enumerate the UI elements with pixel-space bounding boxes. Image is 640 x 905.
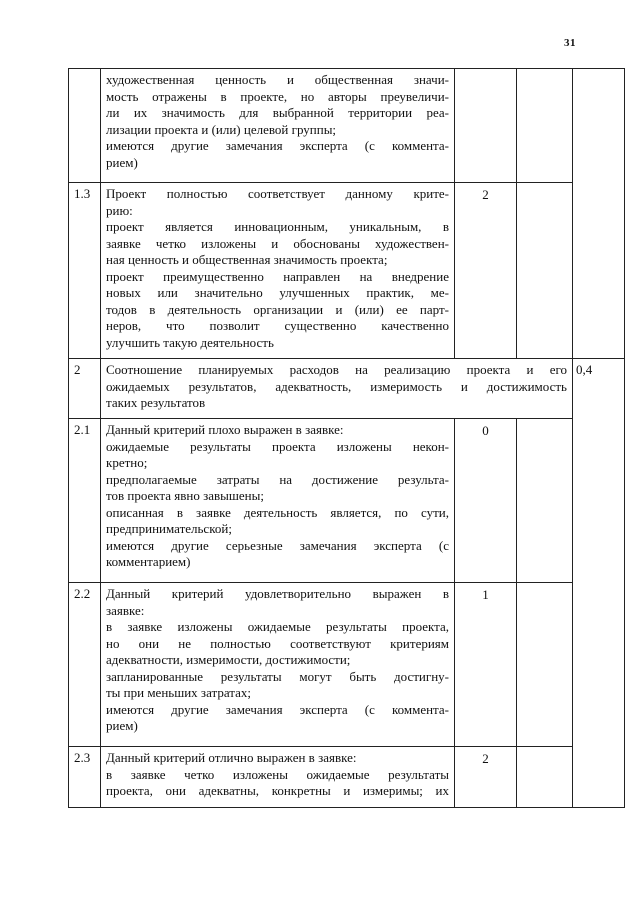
criterion-score: 1 — [455, 583, 517, 747]
criterion-number: 1.3 — [69, 183, 101, 359]
criterion-score: 0 — [455, 419, 517, 583]
description-line: ты при меньших затратах; — [106, 685, 251, 700]
description-line: имеются другие замечания эксперта (с коммента- — [106, 701, 449, 717]
criterion-description — [101, 583, 455, 747]
description-line: описанная в заявке деятельность является, по сути, — [106, 504, 449, 520]
criterion-score: 2 — [455, 183, 517, 359]
description-line: заявке: — [106, 602, 145, 618]
description-line: проект преимущественно направлен на внедрение — [106, 268, 449, 284]
description-line: рием) — [106, 154, 138, 170]
criterion-description — [101, 747, 455, 808]
description-line: Данный критерий удовлетворительно выражен в — [106, 586, 449, 601]
weight-cell — [573, 419, 625, 583]
description-line: проекта, они адекватны, конкретны и измеримы; их — [106, 783, 449, 798]
criterion-group-title — [101, 359, 573, 419]
description-line: имеются другие замечания эксперта (с коммента- — [106, 138, 449, 153]
description-line: новых или значительно улучшенных практик, ме- — [106, 285, 449, 300]
table-row-2-1 — [69, 419, 625, 583]
description-line: неров, что позволит существенно качественно — [106, 318, 449, 333]
description-line: лизации проекта и (или) целевой группы; — [106, 121, 337, 137]
description-line: имеются другие серьезные замечания эксперта (с — [106, 537, 449, 553]
table-row-1-3 — [69, 183, 625, 359]
description-line: но они не полностью соответствуют критериям — [106, 635, 449, 651]
description-line: запланированные результаты могут быть достигну- — [106, 668, 449, 684]
description-line: в заявке изложены ожидаемые результаты проекта, — [106, 619, 449, 634]
description-line: тов проекта явно завышены; — [106, 488, 264, 503]
description-line: Данный критерий отлично выражен в заявке: — [106, 750, 357, 765]
expert-score-cell — [517, 583, 573, 747]
expert-score-cell — [517, 69, 573, 183]
criterion-description — [101, 419, 455, 583]
criterion-score: 2 — [455, 747, 517, 808]
group-title-line: Соотношение планируемых расходов на реализацию проекта и его — [106, 362, 567, 377]
table-row-2-2 — [69, 583, 625, 747]
description-line: улучшить такую деятельность — [106, 334, 274, 350]
description-line: в заявке четко изложены ожидаемые результаты — [106, 766, 449, 782]
table-row-2-3 — [69, 747, 625, 808]
criterion-score — [455, 69, 517, 183]
criterion-number: 2 — [69, 359, 101, 419]
criterion-number: 2.2 — [69, 583, 101, 747]
expert-score-cell — [517, 419, 573, 583]
description-line: предпринимательской; — [106, 521, 232, 536]
expert-score-cell — [517, 747, 573, 808]
description-line: рием) — [106, 718, 138, 733]
description-line: рию: — [106, 202, 133, 218]
criteria-table — [68, 68, 625, 808]
description-line: Проект полностью соответствует данному крите- — [106, 186, 449, 201]
description-line: адекватности, измеримости, достижимости; — [106, 652, 351, 667]
table-row-2 — [69, 359, 625, 419]
criterion-description — [101, 69, 455, 183]
description-line: ожидаемые результаты проекта изложены некон- — [106, 438, 449, 454]
description-line: проект является инновационным, уникальным, в — [106, 219, 449, 234]
criterion-number: 2.3 — [69, 747, 101, 808]
description-line: ная ценность и общественная значимость проекта; — [106, 252, 388, 267]
criterion-description — [101, 183, 455, 359]
criterion-number — [69, 69, 101, 183]
description-line: заявке четко изложены и обоснованы художествен- — [106, 235, 449, 251]
table-row-continuation — [69, 69, 625, 183]
description-line: художественная ценность и общественная значи- — [106, 72, 449, 87]
weight-cell — [573, 183, 625, 359]
criterion-weight: 0,4 — [573, 359, 625, 419]
group-title-line: ожидаемых результатов, адекватность, измеримость и достижимость — [106, 378, 567, 394]
description-line: кретно; — [106, 455, 148, 470]
group-title-line: таких результатов — [106, 395, 206, 410]
description-line: предполагаемые затраты на достижение результа- — [106, 471, 449, 487]
description-line: Данный критерий плохо выражен в заявке: — [106, 422, 344, 437]
weight-cell — [573, 69, 625, 183]
description-line: мость отражены в проекте, но авторы преувеличи- — [106, 88, 449, 104]
weight-cell — [573, 747, 625, 808]
page-number: 31 — [564, 37, 576, 49]
criterion-number: 2.1 — [69, 419, 101, 583]
description-line: тодов в деятельность организации и (или) ее парт- — [106, 301, 449, 317]
description-line: ли их значимость для выбранной территории реа- — [106, 105, 449, 120]
weight-cell — [573, 583, 625, 747]
expert-score-cell — [517, 183, 573, 359]
description-line: комментарием) — [106, 554, 191, 569]
